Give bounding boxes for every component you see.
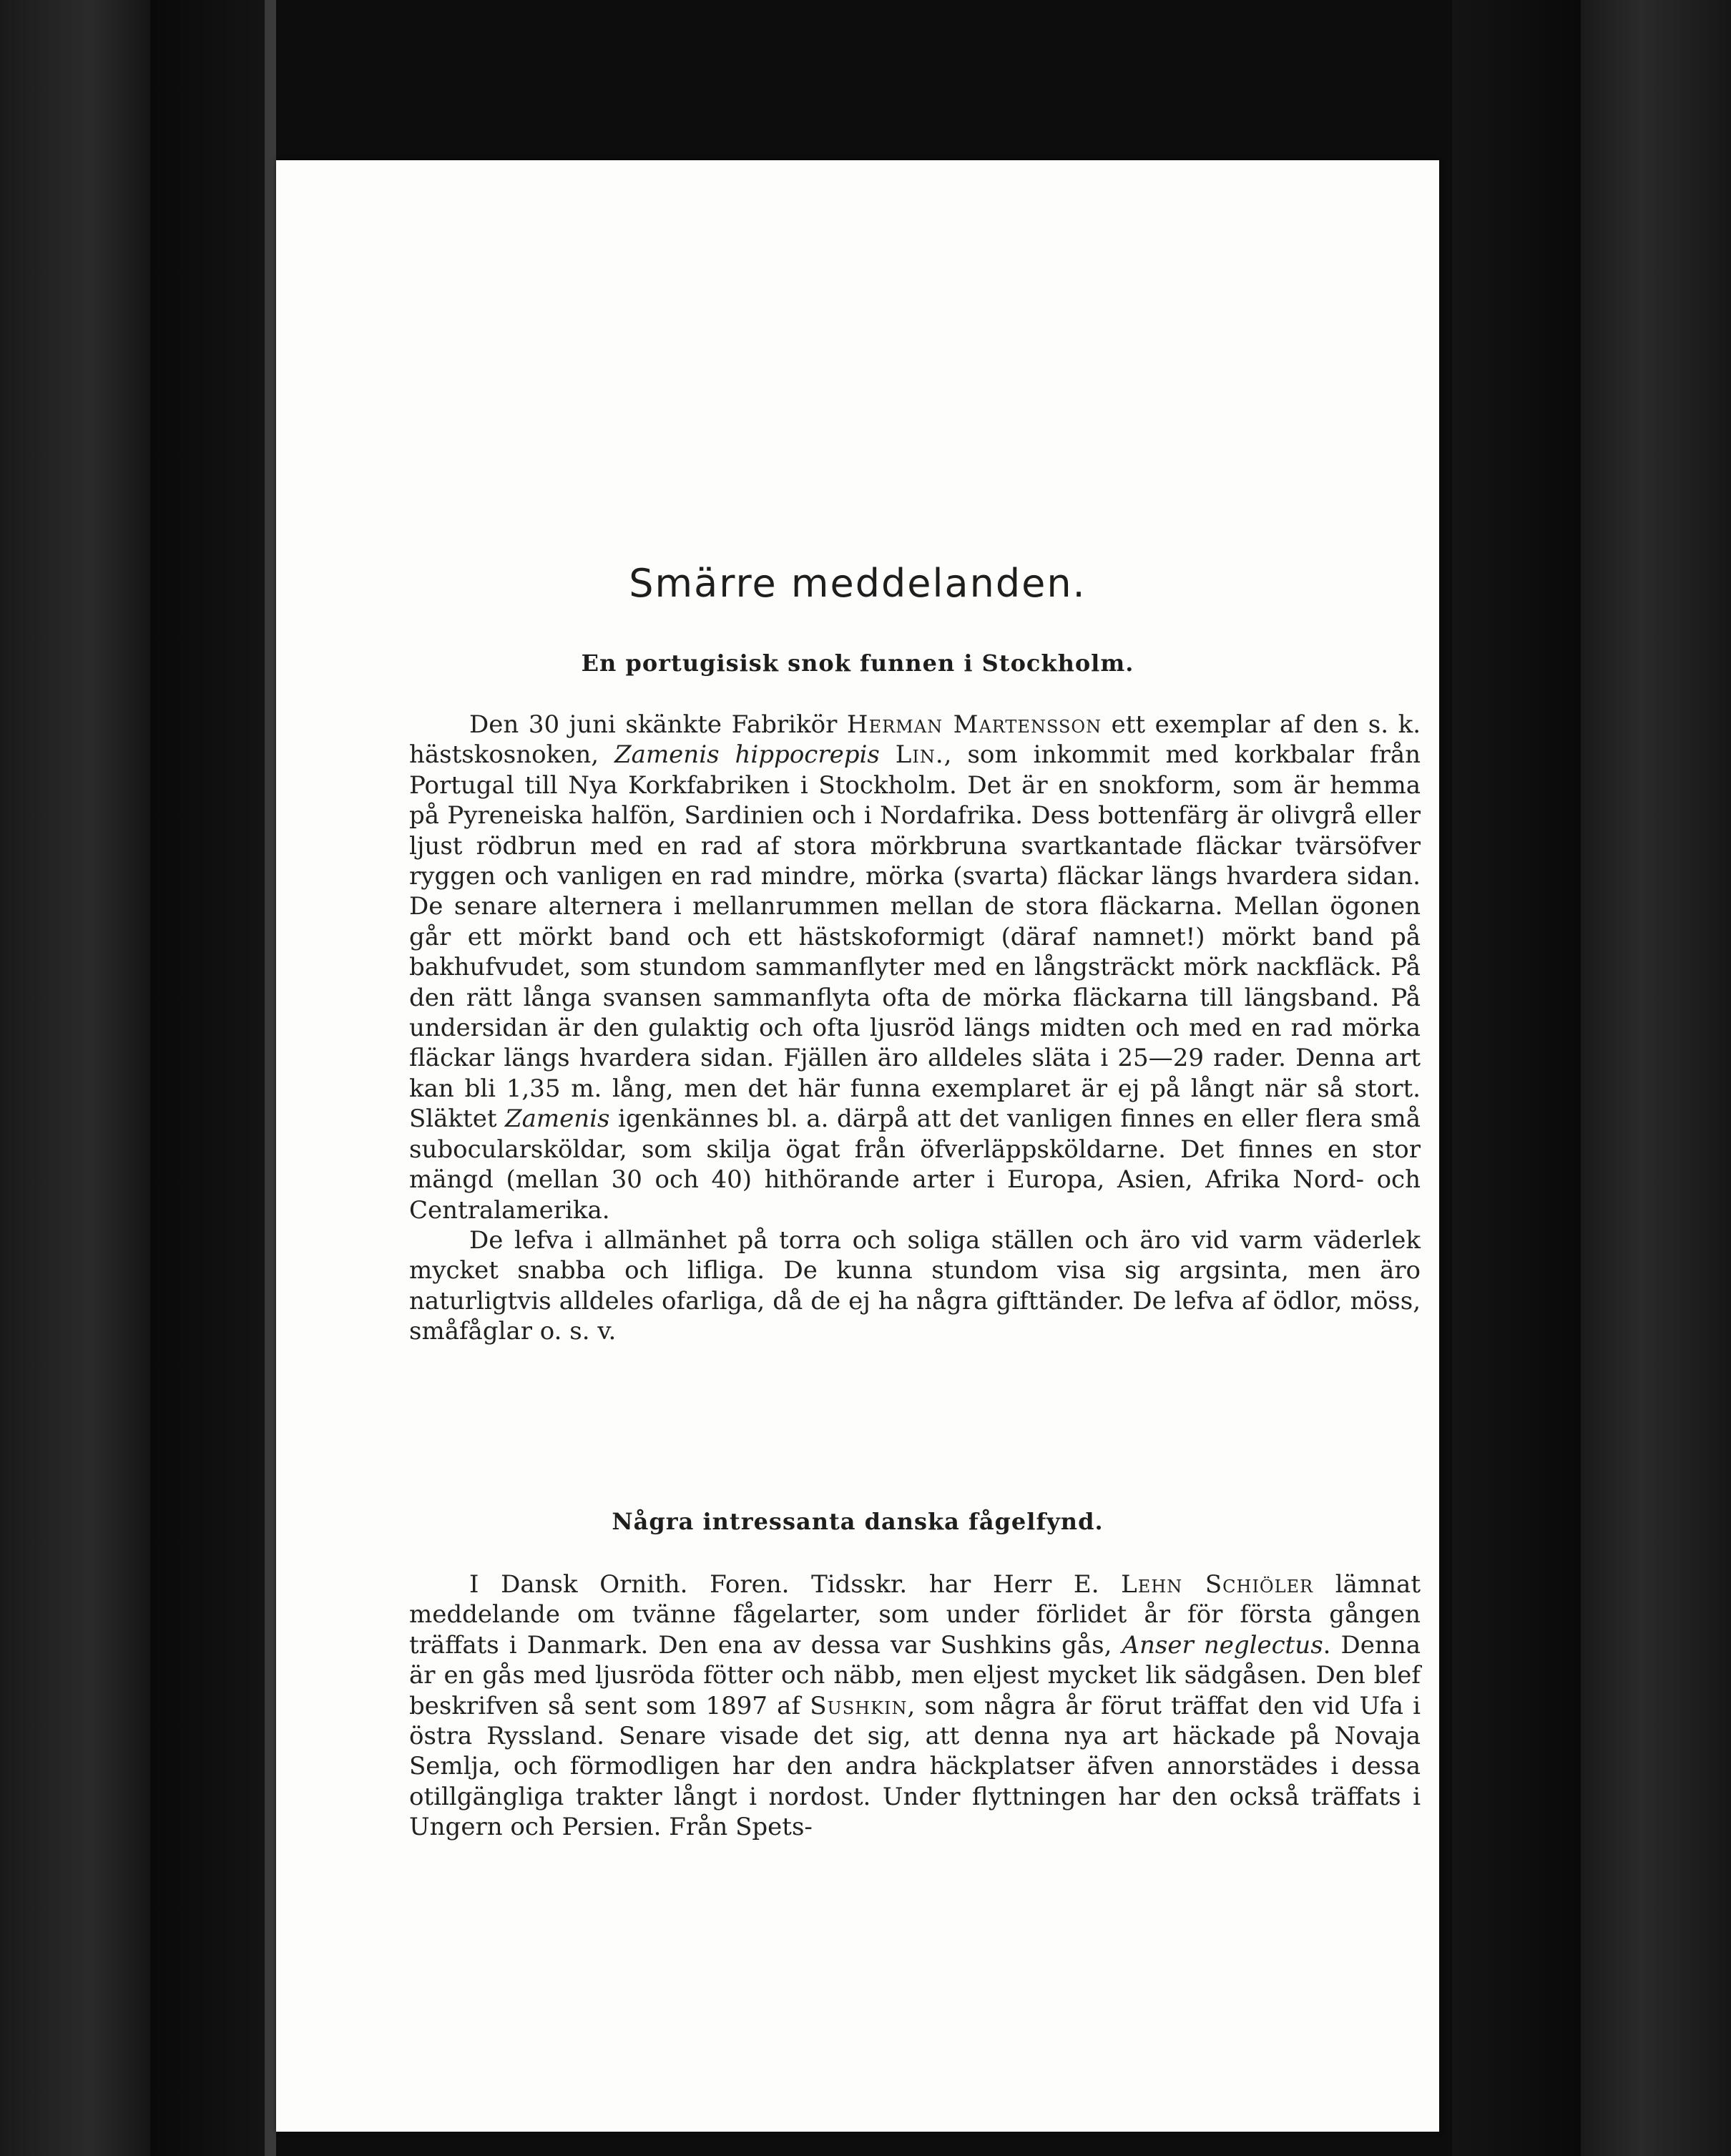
section-body-snake <box>409 710 1421 1347</box>
paragraph: Den 30 juni skänkte Fabrikör Herman Martensson ett exemplar af den s. k. hästskosnoken, Zamenis hippocrepis Lin., som inkommit med korkbalar från Portugal till Nya Korkfabriken i Stockholm. Det är en snokform, som är hemma på Pyreneiska halfön, Sardinien och i Nordafrika. Dess bottenfärg är olivgrå eller ljust rödbrun med en rad af stora mörkbruna svartkantade fläckar tvärsöfver ryggen och vanligen en rad mindre, mörka (svarta) fläckar längs hvardera sidan. De senare alternera i mellanrummen mellan de stora fläckarna. Mellan ögonen går ett mörkt band och ett hästskoformigt (däraf namnet!) mörkt band på bakhufvudet, som stundom sammanflyter med en långsträckt mörk nackfläck. På den rätt långa svansen sammanflyta ofta de mörka fläckarna till längsband. På undersidan är den gulaktig och ofta ljusröd längs midten och med en rad mörka fläckar längs hvardera sidan. Fjällen äro alldeles släta i 25—29 rader. Denna art kan bli 1,35 m. lång, men det här funna exemplaret är ej på långt när så stort. Släktet Zamenis igenkännes bl. a. därpå att det vanligen finnes en eller flera små subocularsköldar, som skilja ögat från öfverläppsköldarne. Det finnes en stor mängd (mellan 30 och 40) hithörande arter i Europa, Asien, Afrika Nord- och Centralamerika. <box>409 710 1421 1225</box>
small-caps-name: Lin. <box>895 740 944 770</box>
italic-term: Anser neglectus <box>1122 1630 1323 1660</box>
section-title-birds: Några intressanta danska fågelfynd. <box>612 1508 1104 1535</box>
small-caps-name: Herman Martensson <box>846 710 1102 739</box>
paragraph: I Dansk Ornith. Foren. Tidsskr. har Herr E. Lehn Schiöler lämnat meddelande om tvänne fågelarter, som under förlidet år för första gången träffats i Danmark. Den ena av dessa var Sushkins gås, Anser neglectus. Denna är en gås med ljusröda fötter och näbb, men eljest mycket lik sädgåsen. Den blef beskrifven så sent som 1897 af Sushkin, som några år förut träffat den vid Ufa i östra Ryssland. Senare visade det sig, att denna nya art häckade på Novaja Semlja, och förmodligen har den andra häckplatser äfven annorstädes i dessa otillgängliga trakter långt i nordost. Under flyttningen har den också träffats i Ungern och Persien. Från Spets- <box>409 1570 1421 1842</box>
small-caps-name: Lehn Schiöler <box>1121 1570 1314 1599</box>
scanner-background-right-inner <box>1452 0 1581 2156</box>
scanner-background-left-outer <box>0 0 150 2156</box>
scanner-background-left-inner <box>150 0 265 2156</box>
section-title-snake: En portugisisk snok funnen i Stockholm. <box>581 650 1134 677</box>
section-body-birds <box>409 1569 1421 1843</box>
italic-term: Zamenis hippocrepis <box>614 740 880 770</box>
italic-term: Zamenis <box>505 1104 610 1134</box>
page-heading: Smärre meddelanden. <box>629 561 1087 606</box>
scanner-edge-left <box>265 0 276 2156</box>
paragraph: De lefva i allmänhet på torra och soliga ställen och äro vid varm väderlek mycket snabba och lifliga. De kunna stundom visa sig argsinta, men äro naturligtvis alldeles ofarliga, då de ej ha några gifttänder. De lefva af ödlor, möss, småfåglar o. s. v. <box>409 1225 1421 1346</box>
scanner-background-right-outer <box>1581 0 1731 2156</box>
small-caps-name: Sushkin <box>810 1691 908 1720</box>
document-page <box>276 160 1439 2132</box>
